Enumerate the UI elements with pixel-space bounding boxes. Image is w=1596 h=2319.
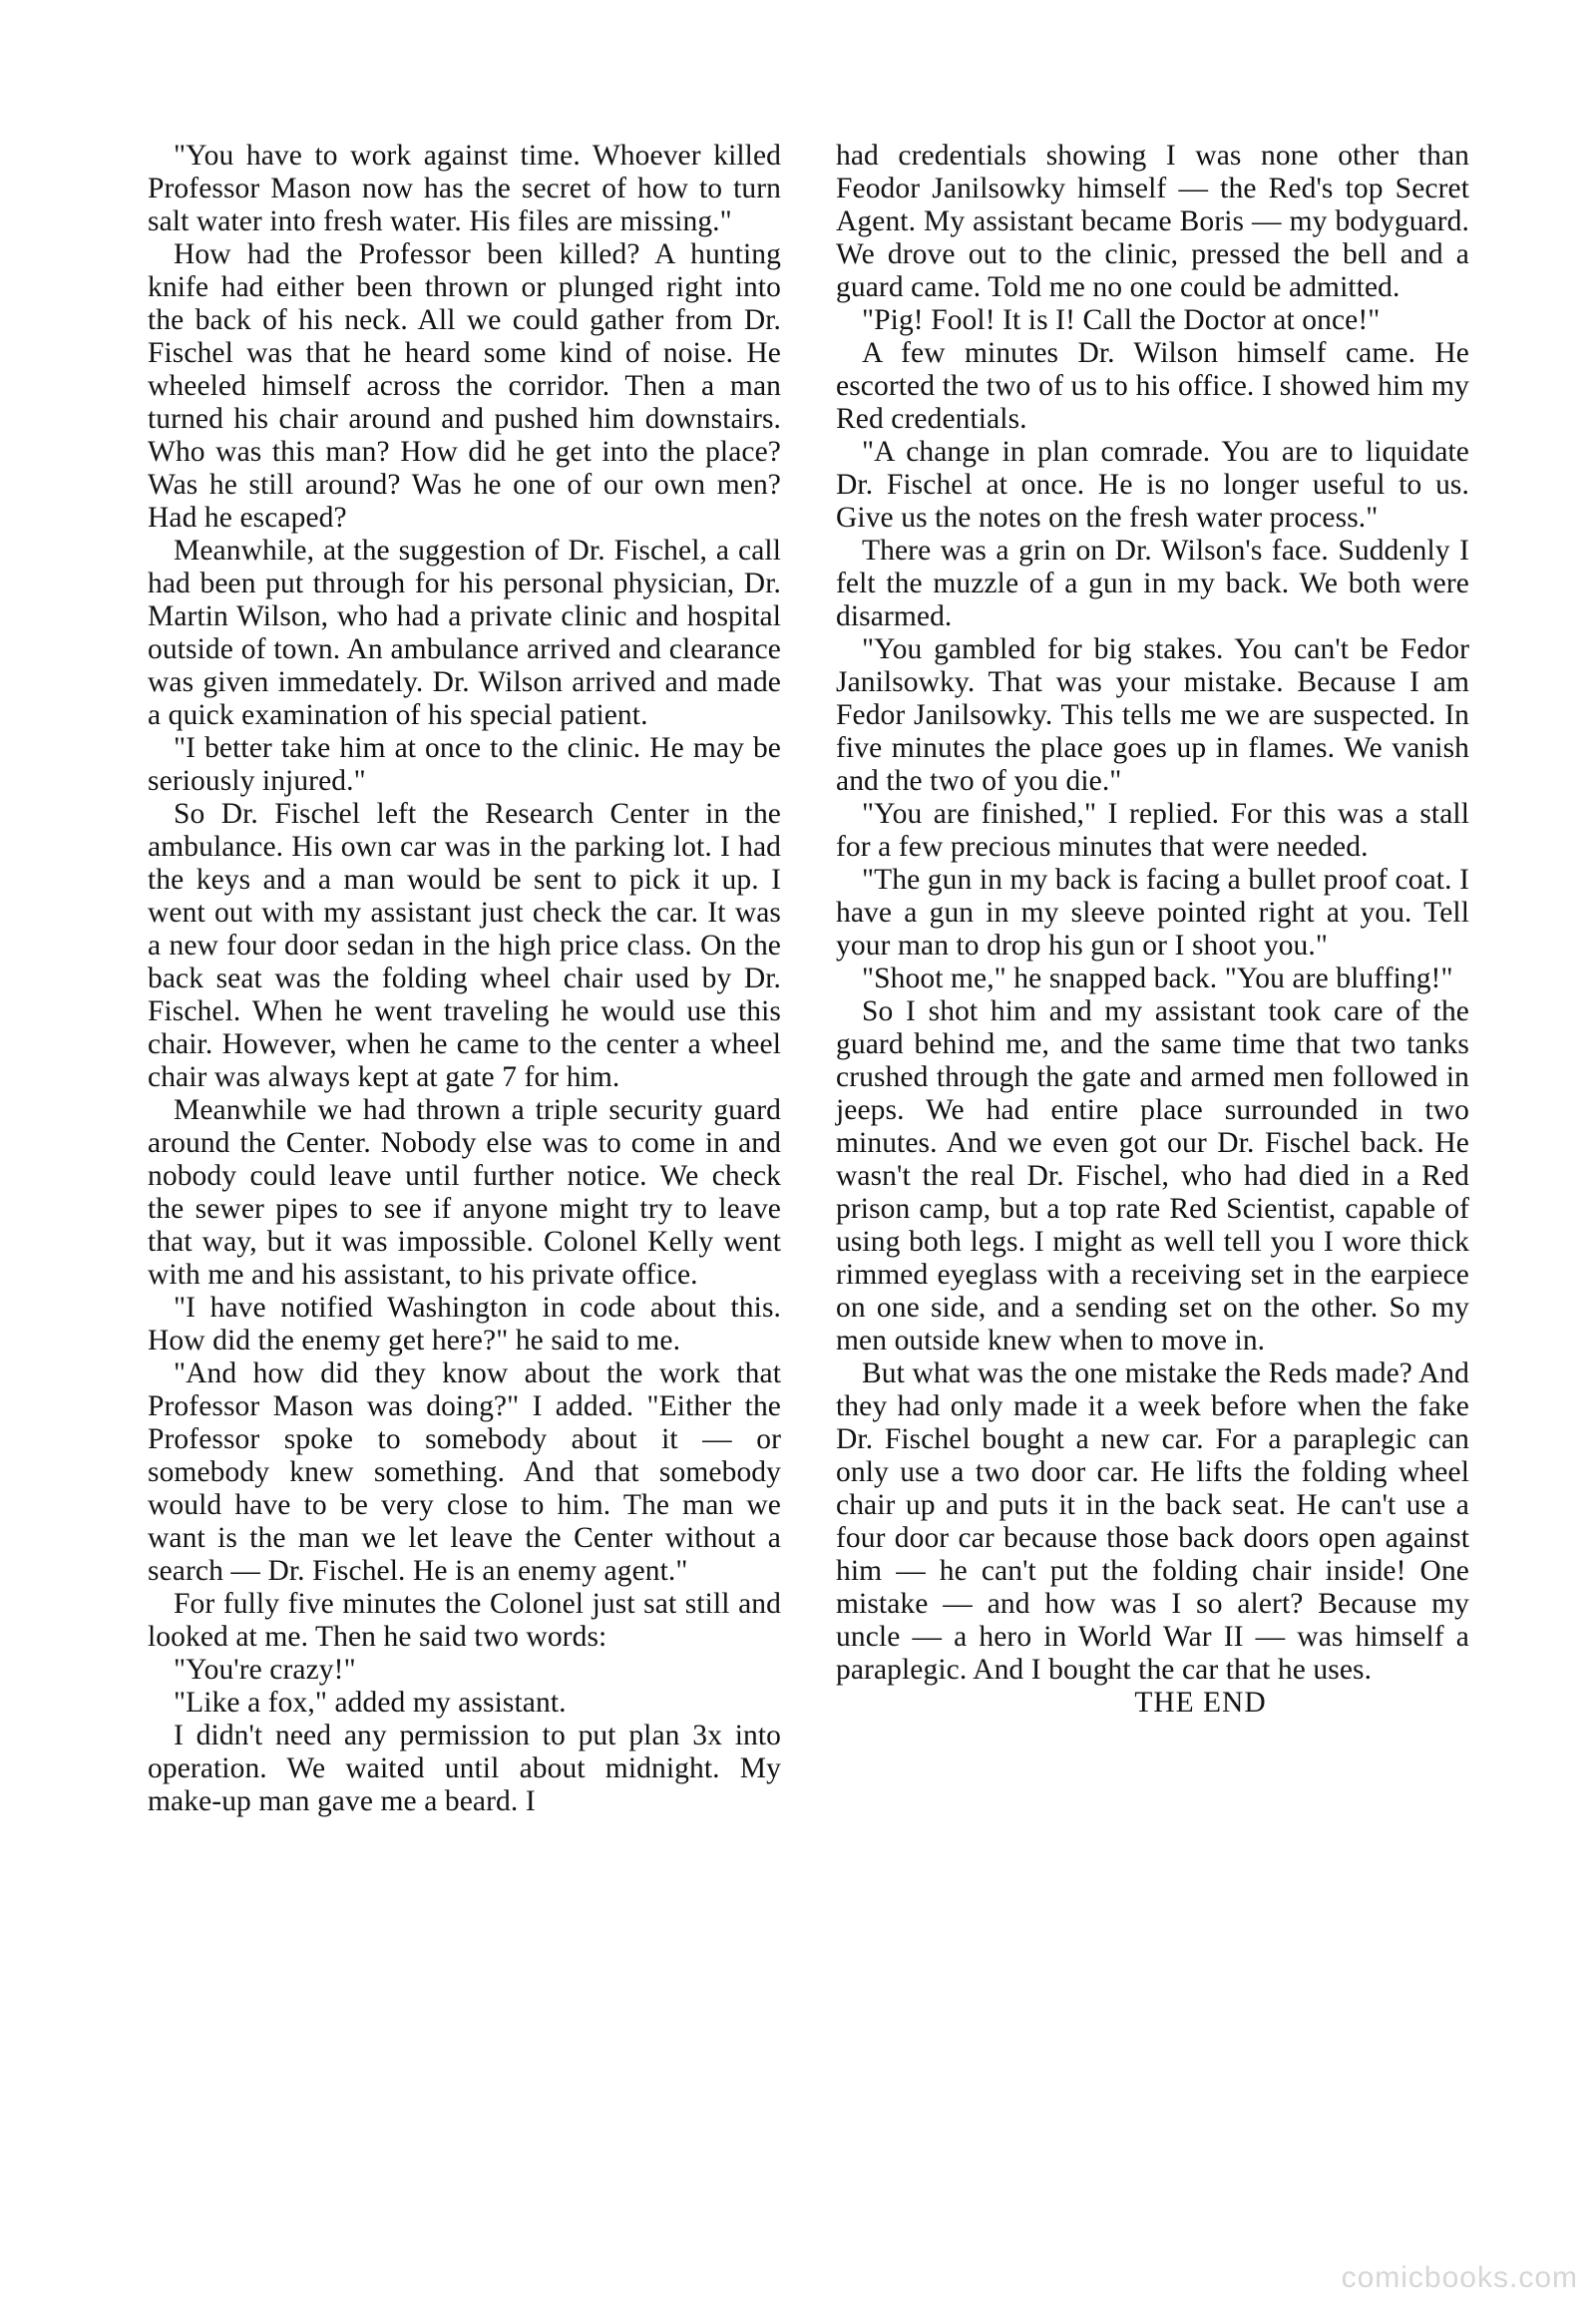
paragraph: "And how did they know about the work that Professor Mason was doing?" I added. "Either the Professor spoke to somebody about it — or somebody knew something. And that somebody would have to be very close to him. The man we want is the man we let leave the Center without a search — Dr. Fischel. He is an enemy agent." bbox=[148, 1357, 781, 1587]
paragraph: "You gambled for big stakes. You can't be Fedor Janilsowky. That was your mistake. Because I am Fedor Janilsowky. This tells me we are suspected. In five minutes the place goes up in flames. We vanish and the two of you die." bbox=[836, 633, 1469, 797]
paragraph: I didn't need any permission to put plan 3x into operation. We waited until about midnight. My make-up man gave me a beard. I bbox=[148, 1720, 781, 1817]
paragraph: How had the Professor been killed? A hunting knife had either been thrown or plunged right into the back of his neck. All we could gather from Dr. Fischel was that he heard some kind of noise. He wheeled himself across the corridor. Then a man turned his chair around and pushed him downstairs. Who was this man? How did he get into the place? Was he still around? Was he one of our own men? Had he escaped? bbox=[148, 238, 781, 534]
paragraph: So I shot him and my assistant took care of the guard behind me, and the same time that two tanks crushed through the gate and armed men followed in jeeps. We had entire place surrounded in two minutes. And we even got our Dr. Fischel back. He wasn't the real Dr. Fischel, who had died in a Red prison camp, but a top rate Red Scientist, capable of using both legs. I might as well tell you I wore thick rimmed eyeglass with a receiving set in the earpiece on one side, and a sending set on the other. So my men outside knew when to move in. bbox=[836, 995, 1469, 1356]
paragraph: But what was the one mistake the Reds made? And they had only made it a week before when the fake Dr. Fischel bought a new car. For a paraplegic can only use a two door car. He lifts the folding wheel chair up and puts it in the back seat. He can't use a four door car because those back doors open against him — he can't put the folding chair inside! One mistake — and how was I so alert? Because my uncle — a hero in World War II — was himself a paraplegic. And I bought the car that he uses. bbox=[836, 1357, 1469, 1686]
paragraph: A few minutes Dr. Wilson himself came. He escorted the two of us to his office. I showed him my Red credentials. bbox=[836, 337, 1469, 435]
paragraph: "You have to work against time. Whoever killed Professor Mason now has the secret of how to turn salt water into fresh water. His files are missing." bbox=[148, 140, 781, 237]
paragraph: "Like a fox," added my assistant. bbox=[174, 1687, 567, 1719]
left-text-column bbox=[148, 140, 781, 1818]
right-text-column bbox=[836, 140, 1469, 1720]
paragraph: "I have notified Washington in code about this. How did the enemy get here?" he said to me. bbox=[148, 1292, 781, 1356]
paragraph: So Dr. Fischel left the Research Center in the ambulance. His own car was in the parking lot. I had the keys and a man would be sent to pick it up. I went out with my assistant just check the car. It was a new four door sedan in the high price class. On the back seat was the folding wheel chair used by Dr. Fischel. When he went traveling he would use this chair. However, when he came to the center a wheel chair was always kept at gate 7 for him. bbox=[148, 798, 781, 1093]
paragraph: "A change in plan comrade. You are to liquidate Dr. Fischel at once. He is no longer useful to us. Give us the notes on the fresh water process." bbox=[836, 436, 1469, 534]
watermark: comicbooks.com bbox=[1341, 2261, 1578, 2294]
paragraph: There was a grin on Dr. Wilson's face. Suddenly I felt the muzzle of a gun in my back. We both were disarmed. bbox=[836, 535, 1469, 632]
paragraph: "You are finished," I replied. For this was a stall for a few precious minutes that were needed. bbox=[836, 798, 1469, 863]
paragraph: For fully five minutes the Colonel just sat still and looked at me. Then he said two words: bbox=[148, 1588, 781, 1653]
paragraph: Meanwhile we had thrown a triple security guard around the Center. Nobody else was to come in and nobody could leave until further notice. We check the sewer pipes to see if anyone might try to leave that way, but it was impossible. Colonel Kelly went with me and his assistant, to his private office. bbox=[148, 1094, 781, 1291]
paragraph: "The gun in my back is facing a bullet proof coat. I have a gun in my sleeve pointed right at you. Tell your man to drop his gun or I shoot you." bbox=[836, 864, 1469, 962]
paragraph: had credentials showing I was none other than Feodor Janilsowky himself — the Red's top Secret Agent. My assistant became Boris — my bodyguard. We drove out to the clinic, pressed the bell and a guard came. Told me no one could be admitted. bbox=[836, 140, 1469, 303]
paragraph: "Shoot me," he snapped back. "You are bluffing!" bbox=[862, 963, 1453, 994]
paragraph: Meanwhile, at the suggestion of Dr. Fischel, a call had been put through for his personal physician, Dr. Martin Wilson, who had a private clinic and hospital outside of town. An ambulance arrived and clearance was given immedately. Dr. Wilson arrived and made a quick examination of his special patient. bbox=[148, 535, 781, 731]
paragraph: "Pig! Fool! It is I! Call the Doctor at once!" bbox=[862, 304, 1381, 336]
paragraph: "I better take him at once to the clinic. He may be seriously injured." bbox=[148, 732, 781, 797]
paragraph: "You're crazy!" bbox=[174, 1654, 356, 1686]
the-end-label: THE END bbox=[1134, 1687, 1267, 1719]
